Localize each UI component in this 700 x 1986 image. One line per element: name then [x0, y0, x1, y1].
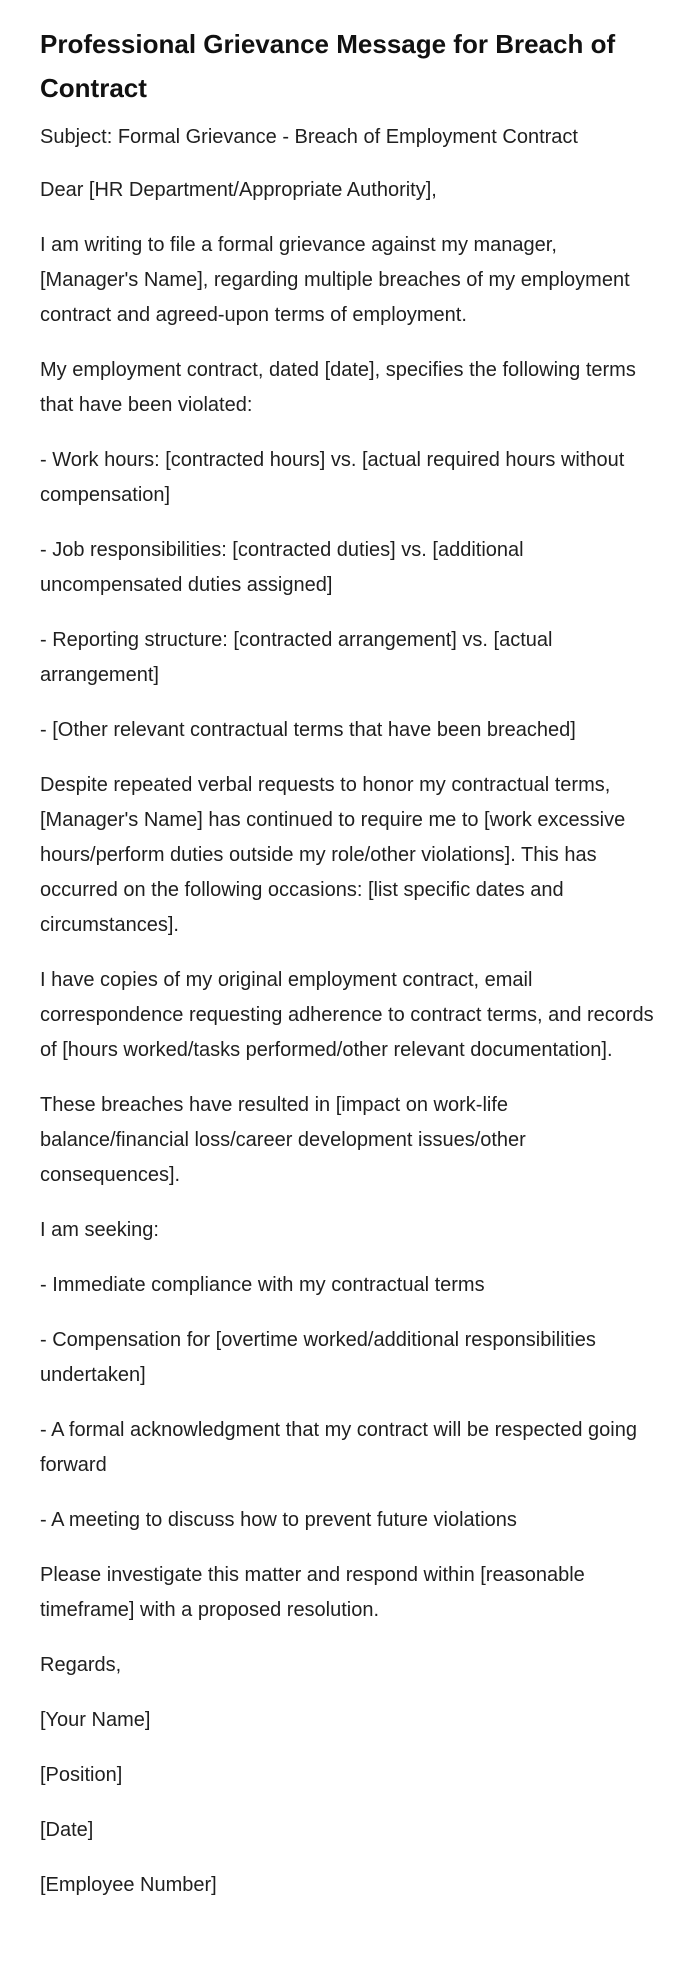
violated-term-job-responsibilities: - Job responsibilities: [contracted duties] vs. [additional uncompensated duties assigned] — [40, 539, 524, 596]
signoff-date: [Date] — [40, 1819, 94, 1841]
letter-body — [40, 120, 660, 1903]
paragraph-contract-terms-intro: My employment contract, dated [date], specifies the following terms that have been violated: — [40, 359, 636, 416]
request-compliance: - Immediate compliance with my contractual terms — [40, 1274, 485, 1296]
violated-term-work-hours: - Work hours: [contracted hours] vs. [actual required hours without compensation] — [40, 449, 625, 506]
signoff-employee-number: [Employee Number] — [40, 1874, 217, 1896]
signoff-position: [Position] — [40, 1764, 123, 1786]
violated-term-other: - [Other relevant contractual terms that have been breached] — [40, 719, 576, 741]
document-title: Professional Grievance Message for Breach of Contract — [40, 29, 616, 103]
request-meeting: - A meeting to discuss how to prevent future violations — [40, 1509, 517, 1531]
signoff-name: [Your Name] — [40, 1709, 151, 1731]
paragraph-seeking-intro: I am seeking: — [40, 1219, 159, 1241]
signoff-closing: Regards, — [40, 1654, 122, 1676]
letter-subject: Subject: Formal Grievance - Breach of Employment Contract — [40, 126, 578, 148]
paragraph-intro: I am writing to file a formal grievance against my manager, [Manager's Name], regarding multiple breaches of my employment contract and agreed-upon terms of employment. — [40, 234, 630, 326]
paragraph-evidence: I have copies of my original employment contract, email correspondence requesting adherence to contract terms, and records of [hours worked/tasks performed/other relevant documentation]. — [40, 969, 654, 1061]
request-acknowledgment: - A formal acknowledgment that my contract will be respected going forward — [40, 1419, 637, 1476]
request-compensation: - Compensation for [overtime worked/additional responsibilities undertaken] — [40, 1329, 596, 1386]
violated-term-reporting-structure: - Reporting structure: [contracted arrangement] vs. [actual arrangement] — [40, 629, 553, 686]
letter-salutation: Dear [HR Department/Appropriate Authority], — [40, 179, 437, 201]
paragraph-closing-request: Please investigate this matter and respond within [reasonable timeframe] with a proposed resolution. — [40, 1564, 585, 1621]
paragraph-violations-detail: Despite repeated verbal requests to honor my contractual terms, [Manager's Name] has continued to require me to [work excessive hours/perform duties outside my role/other violations]. This has occurred on the following occasions: [list specific dates and circumstances]. — [40, 774, 626, 936]
paragraph-impact: These breaches have resulted in [impact on work-life balance/financial loss/career development issues/other consequences]. — [40, 1094, 526, 1186]
